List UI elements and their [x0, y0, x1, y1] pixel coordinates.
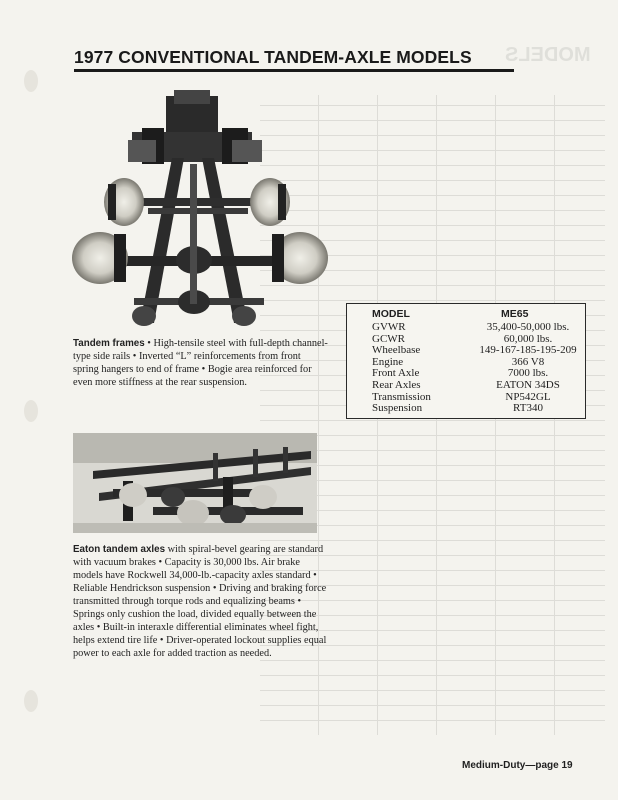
- spec-header-model: ME65: [501, 308, 529, 320]
- page-footer: Medium-Duty—page 19: [462, 760, 573, 771]
- spec-table-header: [347, 308, 585, 322]
- spec-row: [347, 403, 585, 415]
- spec-value: 7000 lbs.: [507, 367, 549, 380]
- spec-label: GCWR: [372, 332, 405, 345]
- spec-label: Wheelbase: [372, 344, 421, 357]
- spec-value: 149-167-185-195-209: [479, 344, 577, 357]
- chassis-frame-photo: [62, 88, 332, 328]
- spec-label: Rear Axles: [372, 378, 421, 391]
- spec-row: [347, 322, 585, 334]
- spec-label: Suspension: [372, 402, 423, 415]
- title-rule: [74, 69, 514, 72]
- axles-caption-lead: Eaton tandem axles: [73, 544, 166, 555]
- spec-row: [347, 380, 585, 392]
- spec-label: Engine: [372, 355, 404, 368]
- page-title: 1977 CONVENTIONAL TANDEM-AXLE MODELS: [74, 47, 472, 67]
- spec-value: 35,400-50,000 lbs.: [486, 321, 570, 333]
- punch-hole: [24, 690, 38, 712]
- punch-hole: [24, 400, 38, 422]
- spec-value: 366 V8: [511, 355, 545, 368]
- spec-label: GVWR: [372, 321, 406, 333]
- spec-header-label: MODEL: [372, 308, 410, 320]
- frames-caption-text: • High-tensile steel with full-depth channel-type side rails • Inverted “L” reinforcements from front spring hangers to end of frame • Bogie area reinforced for even more stiffness at the rear suspension.: [73, 338, 328, 388]
- bleed-through-title: MODELS: [505, 44, 591, 66]
- spec-value: RT340: [513, 402, 543, 415]
- axles-caption: [73, 543, 329, 660]
- axles-caption-text: with spiral-bevel gearing are standard with vacuum brakes • Capacity is 30,000 lbs. Air brake models have Rockwell 34,000-lb.-capacity axles standard • Reliable Hendrickson suspension • Driving and braking force transmitted through torque rods and equalizing beams • Springs only cushion the load, divided equally between the axles • Built-in interaxle differential eliminates wheel fight, helps extend tire life • Driver-operated lockout supplies equal power to each axle for added traction as needed.: [73, 544, 327, 659]
- punch-hole: [24, 70, 38, 92]
- spec-rows: [347, 322, 585, 415]
- frames-caption-lead: Tandem frames: [73, 338, 145, 349]
- spec-label: Front Axle: [372, 367, 420, 380]
- spec-value: NP542GL: [505, 390, 551, 403]
- spec-value: 60,000 lbs.: [503, 332, 553, 345]
- spec-label: Transmission: [372, 390, 431, 403]
- frames-caption: [73, 337, 329, 389]
- page-header: [74, 46, 514, 72]
- spec-table: [346, 303, 586, 419]
- tandem-axle-photo: [73, 433, 317, 533]
- spec-value: EATON 34DS: [496, 378, 560, 391]
